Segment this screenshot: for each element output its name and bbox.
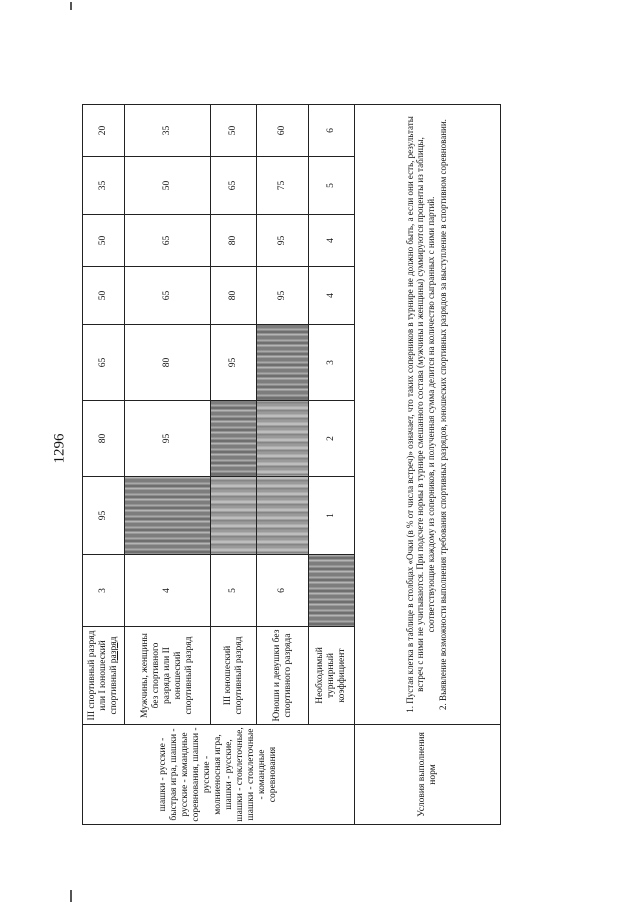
cell: 1 — [309, 477, 355, 555]
cell: 65 — [211, 157, 257, 215]
empty-cell — [309, 555, 355, 627]
cell: 35 — [125, 105, 211, 157]
note-1: 1. Пустая клетка в таблице в столбцах «Очки (в % от числа встреч)» означает, что таких соперников в турнире не должно быть, а если они есть, результаты встреч с ними не учитываются. При подсчете нормы в турнире смешанного состава (мужчины и женщины) суммируются проценты из таблицы, соответствующие каждому из соперников, и полученная сумма делится на количество сыгранных с ними партий. — [404, 116, 436, 713]
cell: 6 — [257, 555, 309, 627]
cell: 35 — [83, 157, 125, 215]
cell: 95 — [83, 477, 125, 555]
cell: 80 — [83, 401, 125, 477]
cell: 4 — [125, 555, 211, 627]
scan-mark-top — [70, 2, 72, 10]
norms-table — [82, 104, 501, 825]
cell: 3 — [83, 555, 125, 627]
cell: 50 — [83, 267, 125, 325]
row-label: III юношеский спортивный разряд — [211, 627, 257, 725]
cell: 75 — [257, 157, 309, 215]
row-label: Мужчины, женщины без спортивного разряда или II юношеский спортивный разряд — [125, 627, 211, 725]
cell: 4 — [309, 215, 355, 267]
cell: 4 — [309, 267, 355, 325]
cell: 3 — [309, 325, 355, 401]
row-label: Необходимый турнирный коэффициент — [309, 627, 355, 725]
cell: 5 — [309, 157, 355, 215]
cell: 95 — [211, 325, 257, 401]
empty-cell — [211, 477, 257, 555]
cell: 50 — [83, 215, 125, 267]
empty-cell — [257, 325, 309, 401]
cell: 60 — [257, 105, 309, 157]
cell: 80 — [211, 215, 257, 267]
cell: 5 — [211, 555, 257, 627]
empty-cell — [211, 401, 257, 477]
notes — [355, 105, 501, 725]
conditions-label: Условия выполнения норм — [355, 725, 501, 825]
cell: 2 — [309, 401, 355, 477]
empty-cell — [125, 477, 211, 555]
cell: 50 — [125, 157, 211, 215]
cell: 80 — [211, 267, 257, 325]
cell: 50 — [211, 105, 257, 157]
cell: 20 — [83, 105, 125, 157]
cell: 6 — [309, 105, 355, 157]
cell: 95 — [257, 215, 309, 267]
scan-mark-bottom — [70, 890, 72, 902]
norms-table-rotated — [82, 105, 500, 825]
empty-cell — [257, 401, 309, 477]
cell: 80 — [125, 325, 211, 401]
cell: 65 — [125, 267, 211, 325]
empty-cell — [257, 477, 309, 555]
row-label: III спортивный разряд или I юношеский спортивный разряд — [83, 627, 125, 725]
cell: 95 — [125, 401, 211, 477]
page-number: 1296 — [51, 433, 68, 464]
cell: 65 — [125, 215, 211, 267]
row-label: Юноши и девушки без спортивного разряда — [257, 627, 309, 725]
note-2: 2. Выявление возможности выполнения требования спортивных разрядов, юношеских спортивных разрядов за выступление в спортивном соревновании. — [437, 119, 448, 710]
cell: 65 — [83, 325, 125, 401]
discipline-cell: шашки - русские - быстрая игра, шашки - русские - командные соревнования, шашки - русские - молниеносная игра, шашки - русские, шашки - стоклеточные, шашки - стоклеточные - командные соревнования — [83, 725, 355, 825]
cell: 95 — [257, 267, 309, 325]
